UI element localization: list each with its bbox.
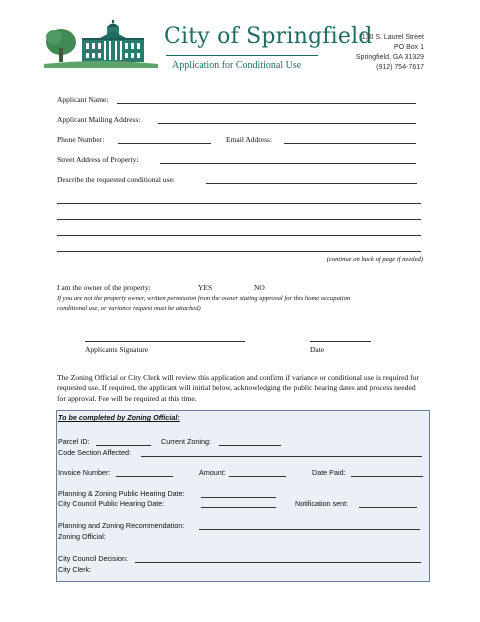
applicant-name-label: Applicant Name: [57, 95, 109, 104]
address-line: Springfield, GA 31329 [355, 54, 424, 61]
pz-recommendation-field[interactable] [199, 521, 420, 530]
review-paragraph: The Zoning Official or City Clerk will review this application and confirm if variance or conditional use is required for requested use. If required, the applicant will initial below, acknowledging the public hearing dates and process needed for approval. Fee will be required at this time. [57, 373, 419, 403]
pz-hearing-date-field[interactable] [201, 489, 276, 498]
parcel-id-field[interactable] [96, 437, 151, 446]
email-field[interactable] [284, 135, 416, 144]
current-zoning-label: Current Zoning: [161, 437, 211, 446]
owner-no-option[interactable]: NO [254, 283, 265, 292]
city-hall-logo-icon [44, 20, 158, 72]
cc-decision-label: City Council Decision: [58, 554, 128, 563]
mailing-address-field[interactable] [158, 115, 416, 124]
signature-label: Applicants Signature [85, 345, 149, 354]
zoning-official-box [56, 410, 430, 582]
cc-decision-field[interactable] [135, 554, 421, 563]
description-line[interactable] [57, 243, 421, 252]
description-line[interactable] [57, 195, 421, 204]
phone-label: Phone Number: [57, 135, 105, 144]
owner-yes-option[interactable]: YES [198, 283, 213, 292]
official-box-heading: To be completed by Zoning Official: [58, 413, 180, 422]
title-rule [166, 55, 318, 56]
date-field[interactable] [310, 333, 371, 342]
cc-hearing-date-label: City Council Public Hearing Date: [58, 499, 165, 508]
invoice-number-field[interactable] [116, 468, 173, 477]
pz-hearing-date-label: Planning & Zoning Public Hearing Date: [58, 489, 185, 498]
date-paid-label: Date Paid: [312, 468, 346, 477]
cc-hearing-date-field[interactable] [201, 499, 276, 508]
address-block [356, 33, 424, 73]
date-label: Date [310, 345, 325, 354]
code-section-label: Code Section Affected: [58, 448, 131, 457]
property-address-field[interactable] [160, 155, 416, 164]
address-line: PO Box 1 [394, 44, 424, 51]
owner-note-line: conditional use, or variance request must be attached) [57, 305, 201, 312]
owner-question: I am the owner of the property: [57, 283, 151, 292]
amount-field[interactable] [229, 468, 286, 477]
description-line[interactable] [57, 211, 421, 220]
code-section-field[interactable] [141, 448, 422, 457]
date-paid-field[interactable] [351, 468, 423, 477]
address-line: (912) 754-7617 [376, 64, 424, 71]
owner-note-line: If you are not the property owner, written permission from the owner stating approval for this home occupation [57, 295, 351, 302]
describe-use-field[interactable] [206, 175, 417, 184]
pz-recommendation-label: Planning and Zoning Recommendation: [58, 521, 185, 530]
zoning-official-label: Zoning Official: [58, 532, 106, 541]
describe-use-label: Describe the requested conditional use: [57, 175, 175, 184]
city-clerk-label: City Clerk: [58, 565, 92, 574]
notification-sent-field[interactable] [359, 499, 417, 508]
continue-note: (continue on back of page if needed) [326, 256, 423, 263]
city-name-title: City of Springfield [164, 24, 373, 49]
email-label: Email Address: [226, 135, 273, 144]
description-line[interactable] [57, 227, 421, 236]
form-subtitle: Application for Conditional Use [172, 60, 302, 71]
invoice-number-label: Invoice Number: [58, 468, 111, 477]
property-address-label: Street Address of Property: [57, 155, 139, 164]
parcel-id-label: Parcel ID: [58, 437, 90, 446]
signature-field[interactable] [85, 333, 245, 342]
current-zoning-field[interactable] [219, 437, 281, 446]
notification-sent-label: Notification sent: [295, 499, 349, 508]
address-line: 130 S. Laurel Street [361, 34, 424, 41]
applicant-name-field[interactable] [117, 95, 416, 104]
phone-field[interactable] [118, 135, 211, 144]
mailing-address-label: Applicant Mailing Address: [57, 115, 141, 124]
amount-label: Amount: [199, 468, 226, 477]
